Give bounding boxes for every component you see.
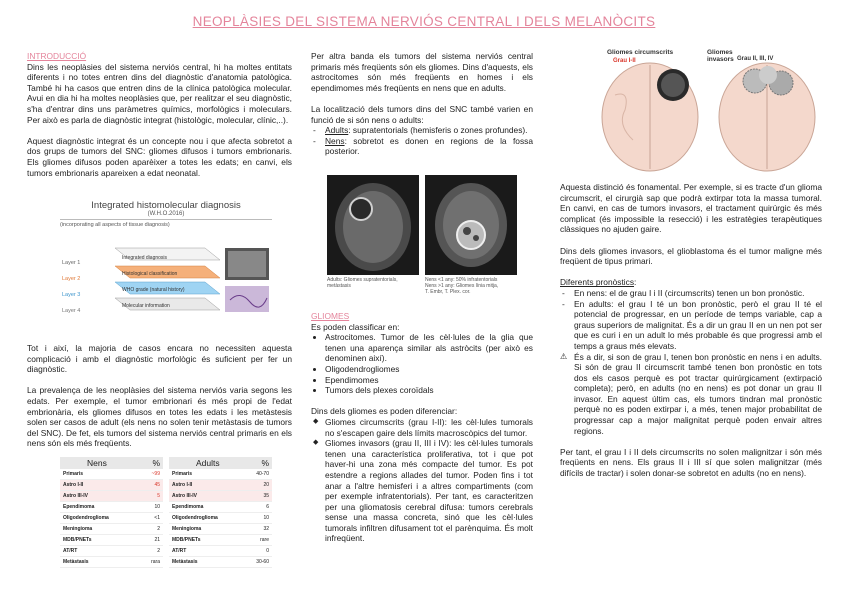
type-astrocitomes: • Astrocitomes. Tumor de les cèl·lules de la glia que tenen una aparença similar als astròcits (per això es denominen així).	[325, 332, 533, 364]
adults-table-row	[169, 491, 272, 502]
layer-4-text: Molecular information	[122, 303, 170, 309]
cell-tumor: Ependimoma	[63, 504, 95, 510]
cell-tumor: MDB/PNETs	[63, 537, 92, 543]
adults-pct-header: %	[261, 458, 269, 468]
nens-table-row	[60, 513, 163, 524]
gliomes-heading: GLIOMES	[311, 311, 350, 321]
diff-intro: Dins dels gliomes es poden diferenciar:	[311, 406, 458, 417]
intro-paragraph-2: Aquest diagnòstic integrat és un concepte nou i que afecta sobretot a dos grups de tumors del SNC: gliomes difusos i tumors embrionaris. Els gliomes difusos poden aparèixer a totes les edats; en canvi, els tumors embrionaris apareixen a edat neonatal.	[27, 135, 292, 178]
layer-3-text: WHO grade (natural history)	[122, 287, 185, 293]
diagram-caption: (incorporating all aspects of tissue diagnosis)	[60, 222, 170, 228]
cell-percent: 40-70	[256, 471, 269, 477]
adults-table-row	[169, 546, 272, 557]
column-2-lower	[311, 311, 533, 544]
prognosis-nens: - En nens: el de grau I i II (circumscrits) tenen un bon pronòstic.	[574, 288, 822, 299]
nens-table-row	[60, 491, 163, 502]
intro-heading: INTRODUCCIÓ	[27, 51, 87, 61]
cell-tumor: Primaris	[172, 471, 193, 477]
integrated-diagnosis-figure	[60, 200, 272, 320]
type-ependimomes: • Ependimomes	[325, 375, 533, 386]
mri-images	[327, 175, 517, 275]
adults-table-row	[169, 469, 272, 480]
cell-percent: rara	[151, 559, 160, 565]
cell-percent: 20	[263, 482, 269, 488]
layer-2-text: Histological classification	[122, 271, 178, 277]
adults-table-row	[169, 557, 272, 568]
table-nens	[60, 457, 163, 568]
column-3	[560, 182, 822, 489]
location-nens: - Nens: sobretot es donen en regions de la fossa posterior.	[325, 136, 533, 157]
location-adults: - Adults: supratentorials (hemisferis o zones profundes).	[325, 125, 533, 136]
nens-header: Nens	[87, 458, 107, 468]
layer-1-text: Integrated diagnosis	[122, 255, 168, 261]
layer-1-label: Layer 1	[62, 260, 81, 266]
column-2	[311, 51, 533, 157]
cell-percent: 6	[266, 504, 269, 510]
diagram-title: Integrated histomolecular diagnosis	[91, 200, 241, 211]
cell-tumor: Meningioma	[63, 526, 93, 532]
cell-tumor: Astro III-IV	[63, 493, 89, 499]
cell-percent: 10	[263, 515, 269, 521]
cell-percent: 2	[157, 548, 160, 554]
cell-percent: 21	[154, 537, 160, 543]
cell-tumor: Metàstasis	[63, 559, 89, 565]
cell-tumor: Astro I-II	[172, 482, 193, 488]
mri-figure	[327, 175, 517, 303]
col3-paragraph-3: Per tant, el grau I i II dels circumscrits no solen malignitzar i són més freqüents en nens. Els graus II i III sí que solen malignitzar (més difícils de tractar) i solen donar-se sobretot en adults (no en nens).	[560, 446, 822, 479]
cell-tumor: Astro I-II	[63, 482, 84, 488]
adults-table-row	[169, 480, 272, 491]
cell-tumor: Primaris	[63, 471, 84, 477]
intro-paragraph-4: La prevalença de les neoplàsies del sistema nerviós varia segons les edats. Per exemple, el tumor embrionari és més propi de l'edat embrionària, els gliomes difusos en totes les edats i les metàstesis solen ser casos de adult (els nens no solen tenir metàstasis de tumors del SNC). De fet, els tumors del sistema nerviós central primaris en els nens són els més freqüents.	[27, 385, 292, 449]
page-title: NEOPLÀSIES DEL SISTEMA NERVIÓS CENTRAL I DELS MELANÒCITS	[192, 14, 656, 29]
circumscrits-title: Gliomes circumscrits	[607, 49, 674, 56]
circumscrits-grade: Grau I-II	[613, 58, 636, 64]
type-oligodendrogliomes: • Oligodendrogliomes	[325, 364, 533, 375]
cell-percent: 5	[157, 493, 160, 499]
cell-percent: 35	[263, 493, 269, 499]
column-1	[27, 51, 292, 189]
col2-paragraph-1: Per altra banda els tumors del sistema nerviós central primaris més freqüents són els gliomes. Dins d'aquests, els astrocitomes són més freqüents en homes i els ependimomes més freqüents en nens que en adults.	[311, 51, 533, 93]
prognosis-warning: És a dir, si son de grau I, tenen bon pronòstic en nens i en adults. Si són de grau II circumscrit també tenen bon pronòstic en tots dos els casos perquè es pot tractar quirúrgicament (extirpació completa); però, en adults (no en nens) es pot donar un grau II invasor. En aquest últim cas, els tumors tindran mal pronòstic perquè no es poden extirpar i, a més, tenen major probabilitat de progressar cap a major malignitat perquè poden envair altres regions.	[574, 351, 822, 436]
nens-table-row	[60, 535, 163, 546]
cell-percent: 30-60	[256, 559, 269, 565]
cell-percent: 10	[154, 504, 160, 510]
adults-table-row	[169, 513, 272, 524]
type-plexes-coroidals: • Tumors dels plexes coroïdals	[325, 385, 533, 396]
cell-tumor: Metàstasis	[172, 559, 198, 565]
layer-2-label: Layer 2	[62, 276, 81, 282]
cell-percent: 32	[263, 526, 269, 532]
adults-table-row	[169, 524, 272, 535]
adults-table-row	[169, 535, 272, 546]
col3-paragraph-2: Dins dels gliomes invasors, el glioblastoma és el tumor maligne més freqüent de tipus primari.	[560, 245, 822, 267]
brain-illustration	[595, 45, 825, 173]
invasors-title: Gliomes invasors	[707, 49, 734, 63]
diff-circumscrits: ◆ Gliomes circumscrits (grau I-II): les cèl·lules tumorals no s'escapen gaire dels límits macroscòpics del tumor.	[325, 417, 533, 438]
nens-table-row	[60, 469, 163, 480]
prevalence-table	[60, 457, 272, 572]
cell-tumor: AT/RT	[63, 548, 78, 554]
nens-table-row	[60, 557, 163, 568]
brain-drawings	[595, 45, 825, 173]
prognosis-heading: Diferents pronòstics:	[560, 277, 637, 288]
cell-tumor: Astro III-IV	[172, 493, 198, 499]
warning-icon: ⚠	[560, 351, 568, 361]
nens-pct-header: %	[152, 458, 160, 468]
diff-invasors: ◆ Gliomes invasors (grau II, III i IV): les cèl·lules tumorals tenen una característica proliferativa, tot i que pot haver-hi una zona més compacte del tumor. Es pot estendre a regions allades del tumor. Poden fins i tot anar a l'altre hemisferi i a altres compartiments (com per exemple infratentorials). Per tant, es caracteritzen per una gliomatosis cerebral difusa: tumors cerebrals sense una massa concreta, sinó que les cèl·lules tumorals infiltren difusament tot el parènquima. És molt infreqüent.	[325, 438, 533, 544]
mri-right-caption: Nens <1 any: 50% infratentorials Nens >1 any: Gliomes línia mitja, T. Embr, T. Plex. cor.	[425, 277, 499, 295]
col2-paragraph-2: La localització dels tumors dins del SNC també varien en funció de si són nens o adults:	[311, 103, 533, 125]
cell-percent: 2	[157, 526, 160, 532]
cell-tumor: Oligodendroglioma	[63, 515, 109, 521]
cell-percent: 0	[266, 548, 269, 554]
layer-4-label: Layer 4	[62, 308, 81, 314]
nens-table-row	[60, 524, 163, 535]
cell-tumor: MDB/PNETs	[172, 537, 201, 543]
diagram-subtitle: (W.H.O.2016)	[147, 211, 185, 217]
column-1-lower	[27, 343, 292, 460]
layer-3-label: Layer 3	[62, 292, 81, 298]
cell-percent: rare	[260, 537, 269, 543]
cell-tumor: Ependimoma	[172, 504, 204, 510]
adults-table-row	[169, 502, 272, 513]
cell-tumor: Meningioma	[172, 526, 202, 532]
gliomes-intro: Es poden classificar en:	[311, 321, 400, 332]
cell-tumor: AT/RT	[172, 548, 187, 554]
prognosis-adults: - En adults: el grau I té un bon pronòstic, però el grau II té el potencial de progressar, en un període de temps variable, cap a graus superiors de malignitat. És a dir un grau II en un nen pot ser que es curi i en un adult lo més probable és que progressi amb el temps a graus més elevats.	[574, 299, 822, 352]
cell-percent: <1	[154, 515, 160, 521]
intro-paragraph-3: Tot i així, la majoria de casos encara no necessiten aquesta complicació i amb el diagnòstic morfològic és suficient per fer un diagnòstic.	[27, 343, 292, 375]
cell-percent: ~99	[151, 471, 160, 477]
mri-left-caption: Adults: Gliomes supratentorials, metàstasis	[327, 277, 398, 289]
table-adults	[169, 457, 272, 568]
nens-table-row	[60, 502, 163, 513]
intro-paragraph-1: Dins les neoplàsies del sistema nerviós central, hi ha moltes entitats diferents i no totes entren dins del diagnòstic d'anatomia patològica. També hi ha casos que entren dins de la clínica patològica molecular. Avui en dia hi ha moltes neoplàsies que, per realitzar el seu diagnòstic, s'ha d'entrar dins uns paràmetres químics, morfològics i moleculars. Per això es parla de diagnòstic integrat (histològic, molecular, clínic,..).	[27, 61, 292, 125]
invasors-grade: Grau II, III, IV	[737, 56, 774, 62]
nens-table-row	[60, 546, 163, 557]
col3-paragraph-1: Aquesta distinció és fonamental. Per exemple, si es tracte d'un glioma circumscrit, el cirurgià sap que podrà extirpar tota la massa tumoral. En canvi, en cas de tumors invasors, el tractament quirúrgic és més complicat (és impossible la resecció) i les estratègies terapèutiques clàssiques no ajuden gaire.	[560, 182, 822, 235]
cell-tumor: Oligodendroglioma	[172, 515, 218, 521]
cell-percent: 45	[154, 482, 160, 488]
nens-table-row	[60, 480, 163, 491]
adults-header: Adults	[196, 458, 220, 468]
